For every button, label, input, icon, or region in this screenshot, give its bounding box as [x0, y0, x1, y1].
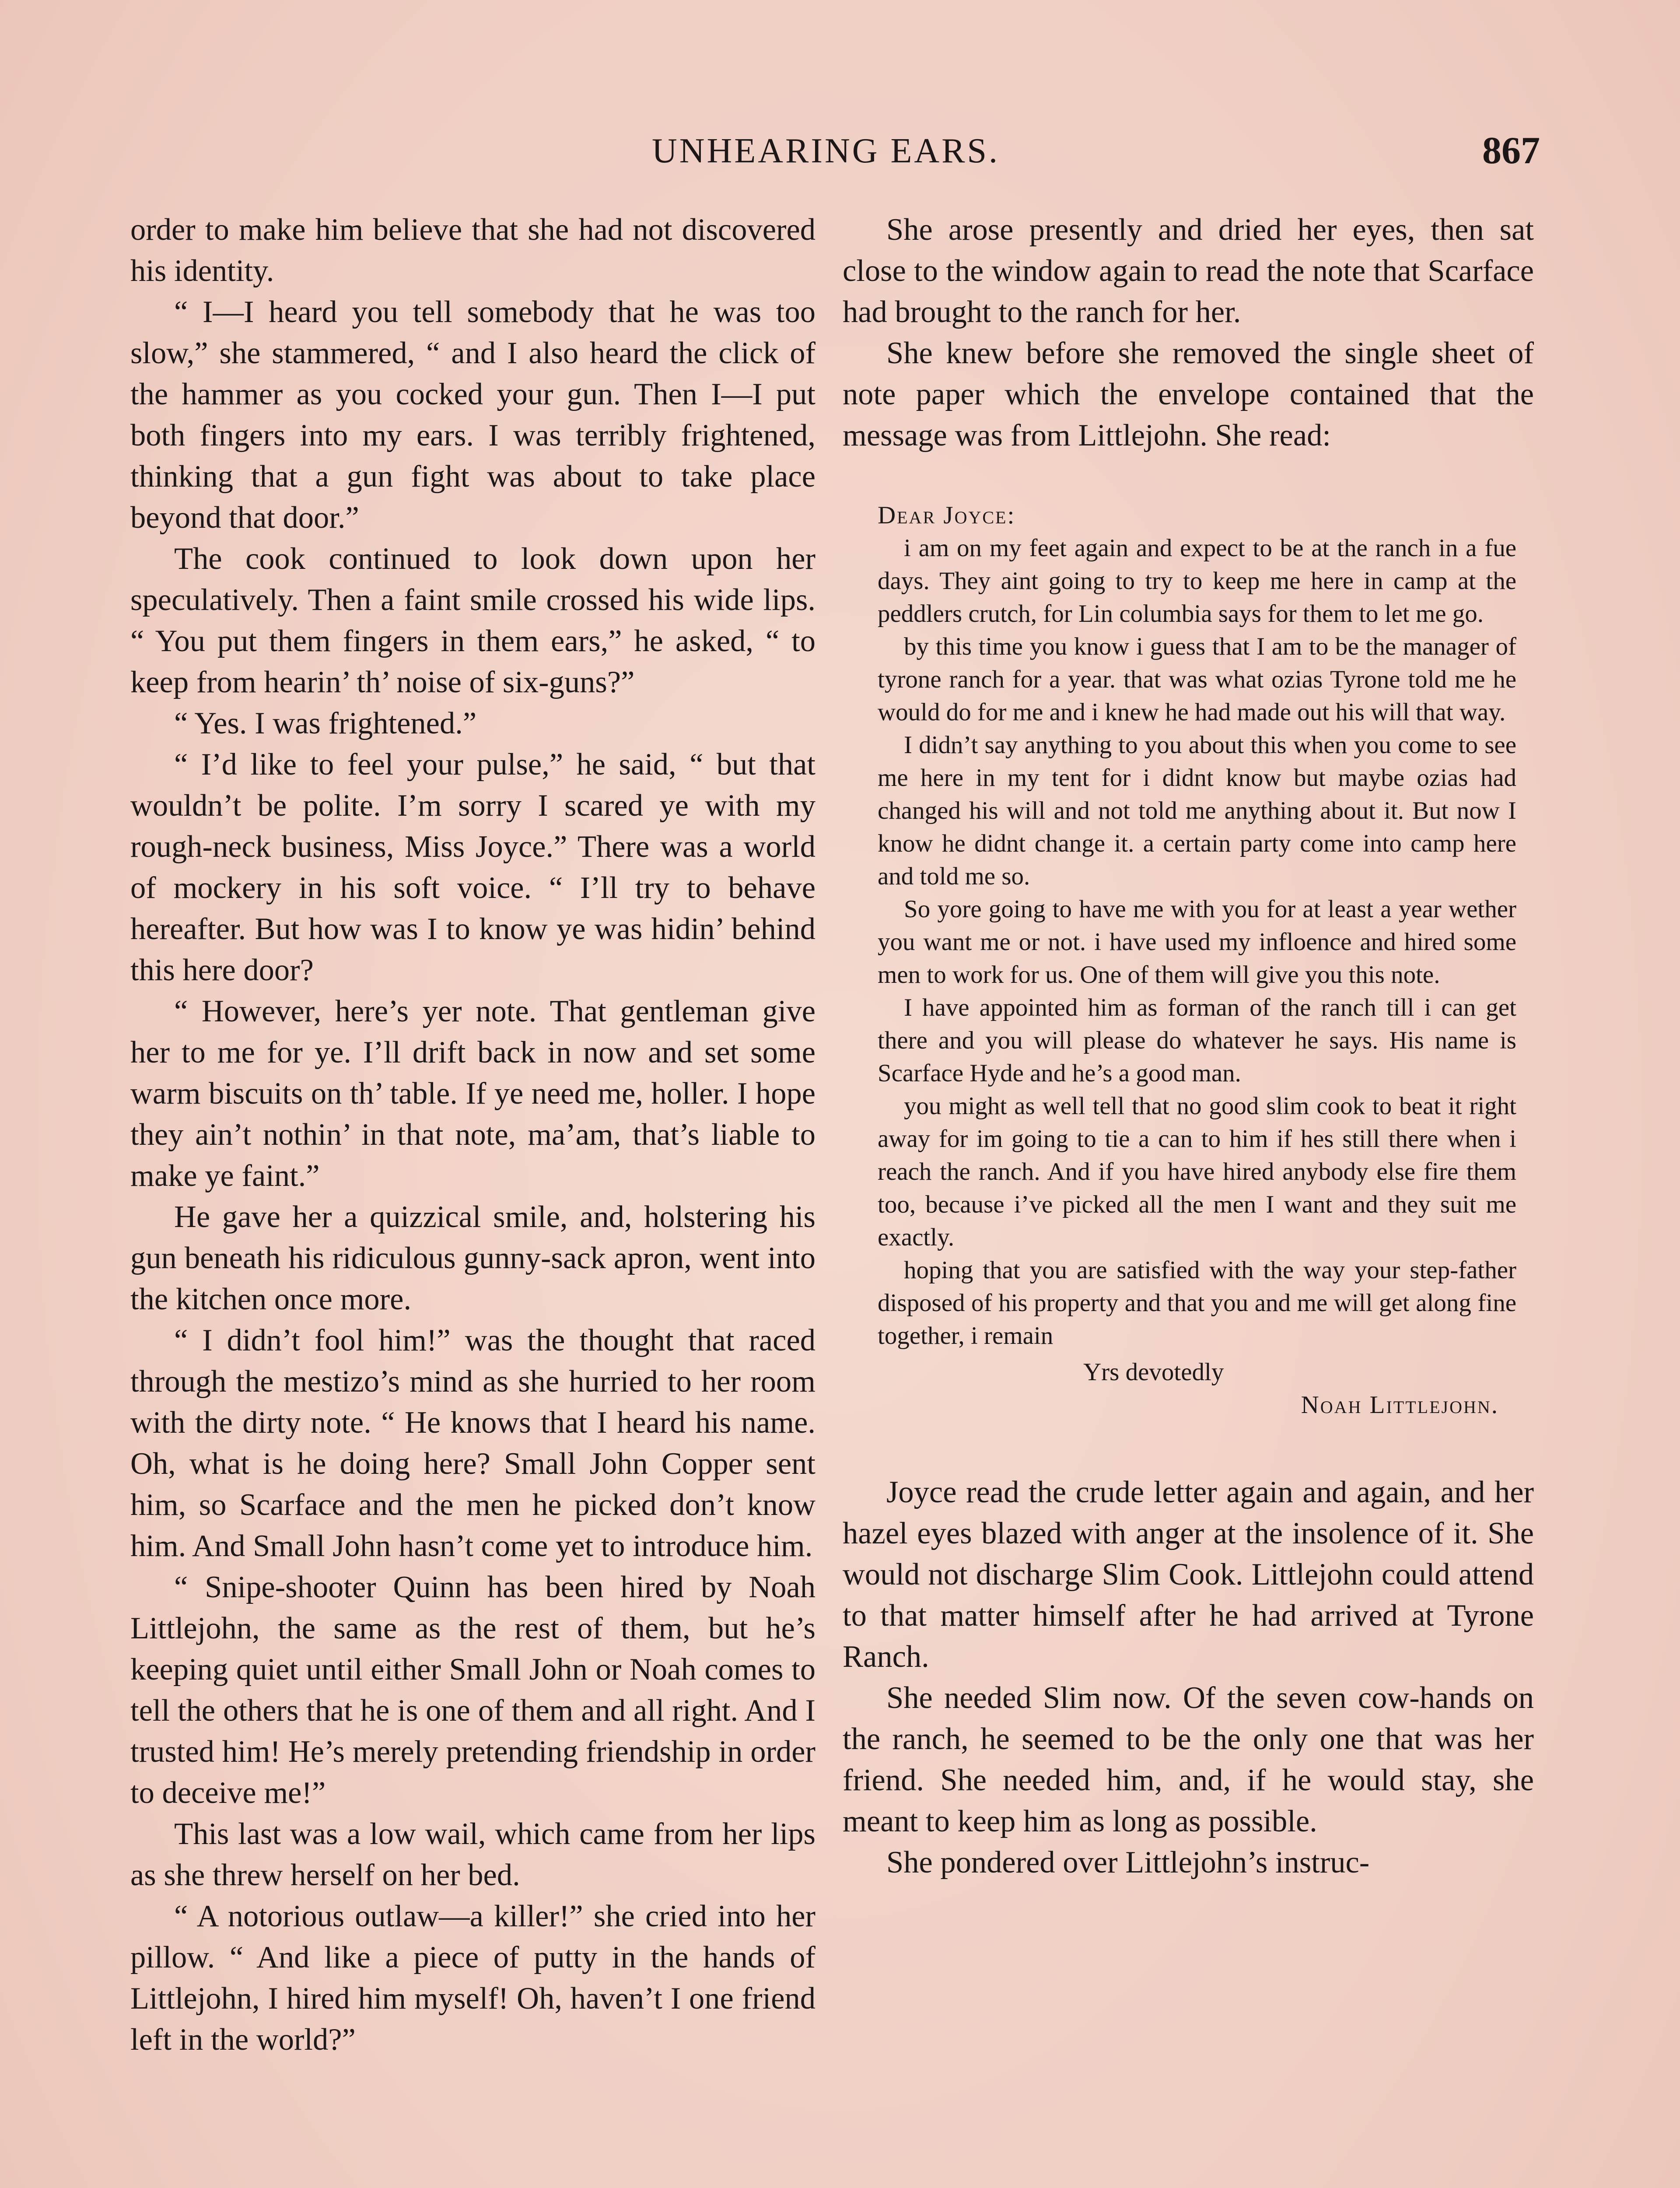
paragraph: The cook continued to look down upon her speculatively. Then a faint smile crossed his wide lips. “ You put them fingers in them ears,” he asked, “ to keep from hearin’ th’ noise of six-guns?”: [130, 542, 816, 699]
paragraph: “ I—I heard you tell somebody that he was too slow,” she stammered, “ and I also heard the click of the hammer as you cocked your gun. Then I—I put both fingers into my ears. I was terribly frightened, thinking that a gun fight was about to take place beyond that door.”: [130, 295, 816, 535]
right-column-continuation: [843, 1472, 1534, 1883]
page-number: 867: [1482, 130, 1540, 172]
letter-paragraph: I didn’t say anything to you about this when you come to see me here in my tent for i didnt know but maybe ozias had changed his will and not told me anything about it. But now I know he didnt change it. a certain party come into camp here and told me so.: [878, 731, 1516, 890]
paragraph: She arose presently and dried her eyes, then sat close to the window again to read the note that Scarface had brought to the ranch for her.: [843, 213, 1534, 329]
letter-paragraph: I have appointed him as forman of the ranch till i can get there and you will please do whatever he says. His name is Scarface Hyde and he’s a good man.: [878, 994, 1516, 1087]
paragraph: “ I didn’t fool him!” was the thought that raced through the mestizo’s mind as she hurried to her room with the dirty note. “ He knows that I heard his name. Oh, what is he doing here? Small John Copper sent him, so Scarface and the men he picked don’t know him. And Small John hasn’t come yet to introduce him.: [130, 1323, 816, 1563]
letter-paragraph: you might as well tell that no good slim cook to beat it right away for im going to tie a can to him if hes still there when i reach the ranch. And if you have hired anybody else fire them too, because i’ve picked all the men I want and they suit me exactly.: [878, 1092, 1516, 1251]
paragraph: “ Snipe-shooter Quinn has been hired by Noah Littlejohn, the same as the rest of them, but he’s keeping quiet until either Small John or Noah comes to tell the others that he is one of them and all right. And I trusted him! He’s merely pretending friendship in order to deceive me!”: [130, 1570, 816, 1810]
letter-closing: Yrs devotedly: [1083, 1358, 1224, 1386]
right-column: [843, 209, 1534, 1883]
letter-signature: Noah Littlejohn.: [1301, 1391, 1499, 1419]
paragraph: This last was a low wail, which came from her lips as she threw herself on her bed.: [130, 1817, 816, 1892]
left-column: [130, 209, 816, 2060]
paragraph: She needed Slim now. Of the seven cow-hands on the ranch, he seemed to be the only one that was her friend. She needed him, and, if he would stay, she meant to keep him as long as possible.: [843, 1681, 1534, 1838]
paragraph: “ A notorious outlaw—a killer!” she cried into her pillow. “ And like a piece of putty in the hands of Littlejohn, I hired him myself! Oh, haven’t I one friend left in the world?”: [130, 1899, 816, 2057]
letter-paragraph: So yore going to have me with you for at least a year wether you want me or not. i have used my infloence and hired some men to work for us. One of them will give you this note.: [878, 895, 1516, 989]
letter-salutation: Dear Joyce:: [878, 501, 1016, 529]
running-title: UNHEARING EARS.: [652, 132, 1000, 170]
paragraph: She knew before she removed the single sheet of note paper which the envelope contained that the message was from Littlejohn. She read:: [843, 336, 1534, 452]
page-header: [131, 131, 1540, 179]
paragraph: “ Yes. I was frightened.”: [174, 706, 477, 740]
paragraph: “ However, here’s yer note. That gentleman give her to me for ye. I’ll drift back in now and set some warm biscuits on th’ table. If ye need me, holler. I hope they ain’t nothin’ in that note, ma’am, that’s liable to make ye faint.”: [130, 994, 816, 1193]
letter-paragraph: hoping that you are satisfied with the way your step-father disposed of his property and that you and me will get along fine together, i remain: [878, 1256, 1516, 1350]
paragraph: Joyce read the crude letter again and again, and her hazel eyes blazed with anger at the insolence of it. She would not discharge Slim Cook. Littlejohn could attend to that matter himself after he had arrived at Tyrone Ranch.: [843, 1475, 1534, 1674]
paragraph: He gave her a quizzical smile, and, holstering his gun beneath his ridiculous gunny-sack apron, went into the kitchen once more.: [130, 1200, 816, 1316]
letter-paragraph: i am on my feet again and expect to be at the ranch in a fue days. They aint going to try to keep me here in camp at the peddlers crutch, for Lin columbia says for them to let me go.: [878, 534, 1516, 628]
paragraph: order to make him believe that she had not discovered his identity.: [130, 213, 816, 288]
letter-paragraph: by this time you know i guess that I am to be the manager of tyrone ranch for a year. that was what ozias Tyrone told me he would do for me and i knew he had made out his will that way.: [878, 633, 1516, 726]
paragraph: She pondered over Littlejohn’s instruc-: [886, 1845, 1370, 1879]
paragraph: “ I’d like to feel your pulse,” he said, “ but that wouldn’t be polite. I’m sorry I scared ye with my rough-neck business, Miss Joyce.” There was a world of mockery in his soft voice. “ I’ll try to behave hereafter. But how was I to know ye was hidin’ behind this here door?: [130, 747, 816, 987]
letter: [843, 499, 1534, 1421]
